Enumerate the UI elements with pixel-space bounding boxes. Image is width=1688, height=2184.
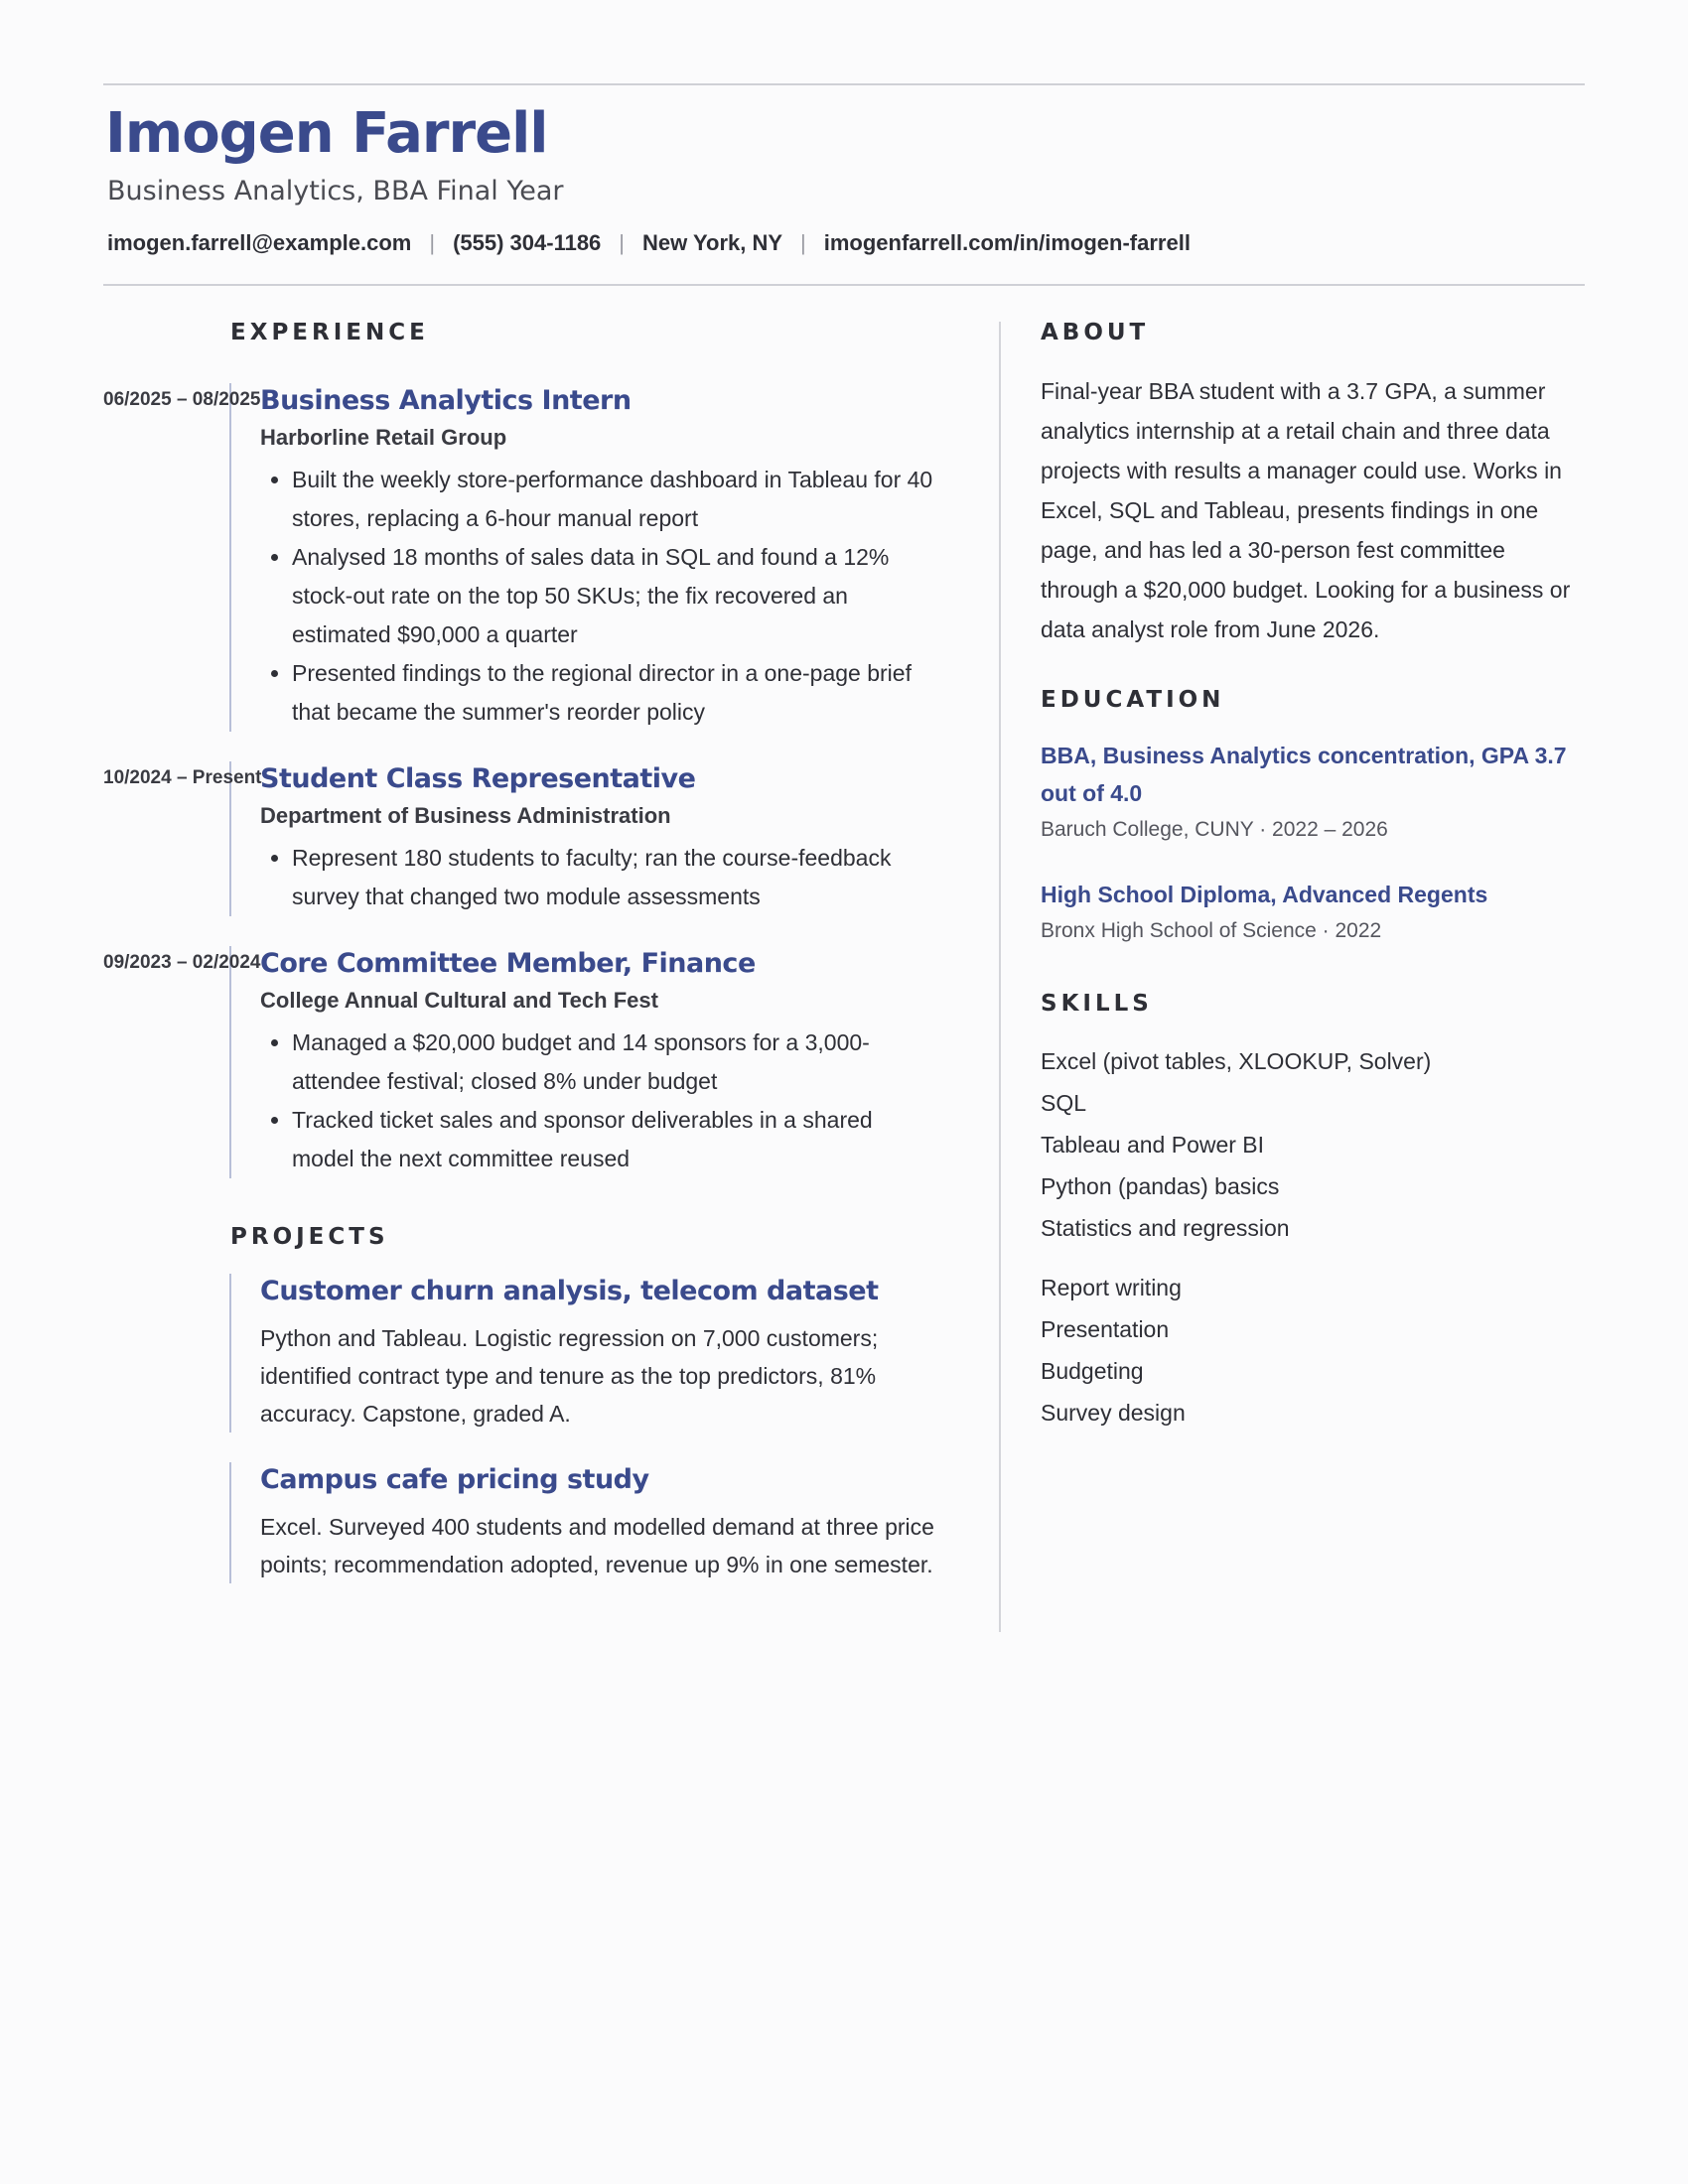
education-meta: Baruch College, CUNY · 2022 – 2026 (1041, 818, 1388, 841)
contact-email[interactable]: imogen.farrell@example.com (107, 230, 412, 255)
experience-bullets (260, 1024, 937, 1178)
project-entry (103, 1462, 937, 1583)
top-divider (103, 83, 1585, 85)
experience-list (103, 383, 937, 1178)
right-column (1041, 320, 1585, 1433)
experience-bullets (260, 839, 937, 916)
experience-entry (103, 383, 937, 732)
about-heading: ABOUT (1041, 320, 1150, 345)
experience-entry (103, 946, 937, 1178)
experience-dates: 09/2023 – 02/2024 (103, 952, 261, 973)
project-description: Excel. Surveyed 400 students and modelled demand at three price points; recommendation adopted, revenue up 9% in one semester. (260, 1514, 934, 1577)
skill-item: SQL (1041, 1090, 1087, 1116)
contact-location: New York, NY (642, 230, 783, 255)
experience-role: Business Analytics Intern (260, 385, 632, 416)
education-degree: High School Diploma, Advanced Regents (1041, 882, 1488, 907)
bullet-item: • Represent 180 students to faculty; ran the course-feedback survey that changed two module assessments (292, 839, 937, 916)
education-degree: BBA, Business Analytics concentration, GPA 3.7 out of 4.0 (1041, 743, 1567, 806)
timeline-bar (229, 1274, 231, 1433)
project-entry (103, 1274, 937, 1433)
timeline-bar (229, 946, 231, 1178)
contact-website[interactable]: imogenfarrell.com/in/imogen-farrell (823, 230, 1191, 255)
project-description: Python and Tableau. Logistic regression on 7,000 customers; identified contract type and tenure as the top predictors, 81% accuracy. Capstone, graded A. (260, 1325, 879, 1427)
skill-item: Survey design (1041, 1400, 1186, 1426)
education-heading: EDUCATION (1041, 687, 1225, 713)
candidate-subtitle: Business Analytics, BBA Final Year (107, 176, 564, 206)
projects-heading: PROJECTS (230, 1224, 389, 1250)
experience-org: Harborline Retail Group (260, 425, 507, 450)
skill-item: Python (pandas) basics (1041, 1173, 1280, 1199)
left-column (103, 320, 937, 1583)
contact-phone[interactable]: (555) 304-1186 (453, 230, 602, 255)
bullet-item: • Analysed 18 months of sales data in SQL and found a 12% stock-out rate on the top 50 SKUs; the fix recovered an estimated $90,000 a quarter (292, 538, 937, 654)
experience-org: College Annual Cultural and Tech Fest (260, 988, 658, 1013)
header-divider (103, 284, 1585, 286)
contact-separator: | (619, 230, 626, 255)
contact-line (107, 230, 1191, 256)
experience-org: Department of Business Administration (260, 803, 671, 828)
skill-item: Statistics and regression (1041, 1215, 1290, 1241)
candidate-name: Imogen Farrell (105, 101, 548, 166)
soft-skills-list (1041, 1267, 1585, 1433)
skill-item: Report writing (1041, 1275, 1182, 1300)
skill-item: Excel (pivot tables, XLOOKUP, Solver) (1041, 1048, 1432, 1074)
bullet-item: • Tracked ticket sales and sponsor deliverables in a shared model the next committee reused (292, 1101, 937, 1178)
bullet-item: • Built the weekly store-performance dashboard in Tableau for 40 stores, replacing a 6-hour manual report (292, 461, 937, 538)
skill-item: Budgeting (1041, 1358, 1144, 1384)
skill-item: Presentation (1041, 1316, 1170, 1342)
technical-skills-list (1041, 1040, 1585, 1249)
experience-heading: EXPERIENCE (230, 320, 429, 345)
education-item (1041, 737, 1585, 846)
experience-dates: 10/2024 – Present (103, 767, 262, 788)
timeline-bar (229, 1462, 231, 1583)
bullet-item: • Presented findings to the regional director in a one-page brief that became the summer's reorder policy (292, 654, 937, 732)
contact-separator: | (429, 230, 436, 255)
project-title: Customer churn analysis, telecom dataset (260, 1276, 879, 1306)
project-list (103, 1274, 937, 1583)
experience-bullets (260, 461, 937, 732)
about-text: Final-year BBA student with a 3.7 GPA, a summer analytics internship at a retail chain and three data projects with results a manager could use. Works in Excel, SQL and Tableau, presents findings in one page, and has led a 30-person fest committee through a $20,000 budget. Looking for a business or data analyst role from June 2026. (1041, 378, 1571, 642)
project-title: Campus cafe pricing study (260, 1464, 649, 1495)
education-item (1041, 876, 1585, 947)
contact-separator: | (800, 230, 806, 255)
timeline-bar (229, 383, 231, 732)
experience-dates: 06/2025 – 08/2025 (103, 389, 261, 410)
skills-heading: SKILLS (1041, 991, 1153, 1017)
experience-role: Student Class Representative (260, 763, 696, 794)
column-divider (999, 322, 1001, 1632)
bullet-item: • Managed a $20,000 budget and 14 sponsors for a 3,000-attendee festival; closed 8% under budget (292, 1024, 937, 1101)
skill-item: Tableau and Power BI (1041, 1132, 1265, 1158)
education-meta: Bronx High School of Science · 2022 (1041, 919, 1382, 942)
experience-entry (103, 761, 937, 916)
experience-role: Core Committee Member, Finance (260, 948, 756, 979)
